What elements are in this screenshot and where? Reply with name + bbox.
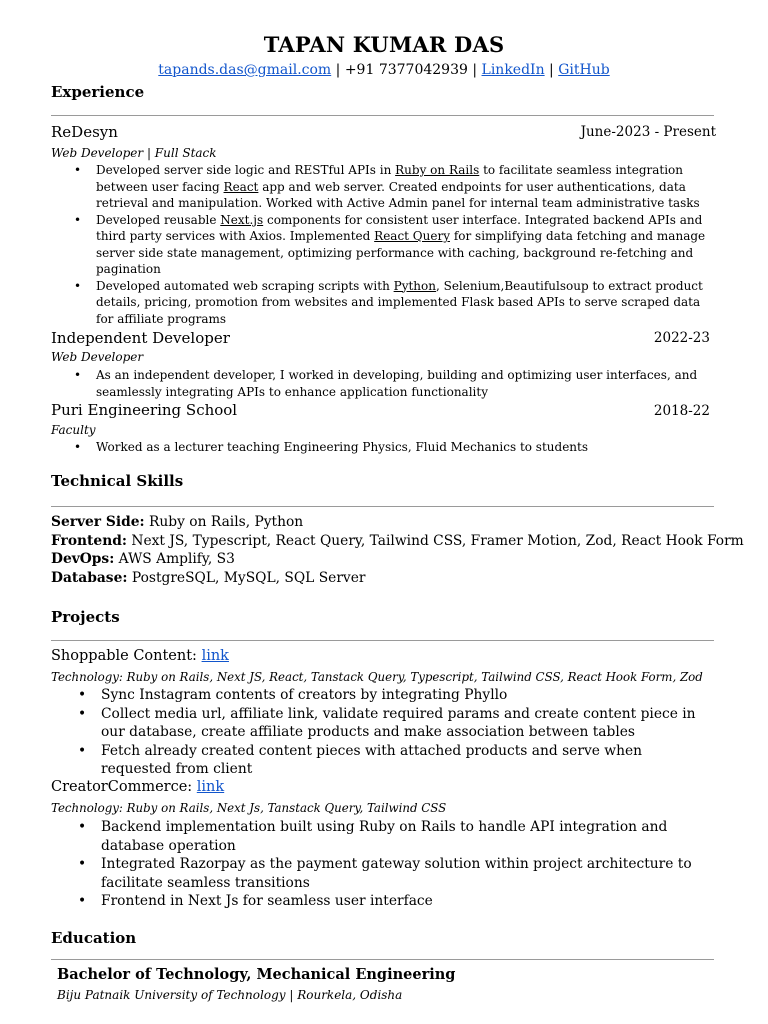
list-item: • Developed server side logic and RESTful APIs in Ruby on Rails to facilitate seamless integration between user facing React app and web server. Created endpoints for user authentications, data retrieval and manipulation. Worked with Active Admin panel for internal team administrative tasks — [51, 162, 716, 212]
project-tech: Technology: Ruby on Rails, Next Js, Tanstack Query, Tailwind CSS — [51, 801, 447, 815]
section-divider — [51, 640, 714, 641]
email-link[interactable]: tapands.das@gmail.com — [158, 62, 332, 78]
list-item: • Developed reusable Next.js components for consistent user interface. Integrated backend APIs and third party services with Axios. Implemented React Query for simplifying data fetching and manage server side state management, optimizing performance with caching, background re-fetching and pagination — [51, 212, 716, 278]
job-date: June-2023 - Present — [580, 124, 716, 140]
degree-title: Bachelor of Technology, Mechanical Engineering — [57, 966, 456, 983]
list-item: • Developed automated web scraping scripts with Python, Selenium,Beautifulsoup to extract product details, pricing, promotion from websites and implemented Flask based APIs to serve scraped data for affiliate programs — [51, 278, 716, 328]
project-title: Shoppable Content: link — [51, 648, 229, 664]
skill-row: DevOps: AWS Amplify, S3 — [51, 551, 235, 567]
separator: | — [544, 62, 559, 78]
linkedin-link[interactable]: LinkedIn — [481, 62, 545, 78]
separator: | — [331, 62, 345, 78]
job-bullets — [51, 367, 716, 400]
github-link[interactable]: GitHub — [558, 62, 610, 78]
list-item: • Backend implementation built using Ruby on Rails to handle API integration and database operation — [51, 818, 716, 855]
list-item: • Worked as a lecturer teaching Engineering Physics, Fluid Mechanics to students — [51, 439, 716, 456]
section-divider — [51, 959, 714, 960]
list-item: • Collect media url, affiliate link, validate required params and create content piece in our database, create affiliate products and make association between tables — [51, 705, 716, 742]
skill-row: Server Side: Ruby on Rails, Python — [51, 514, 304, 530]
candidate-name: TAPAN KUMAR DAS — [263, 32, 505, 57]
project-title: CreatorCommerce: link — [51, 779, 225, 795]
projects-heading: Projects — [51, 608, 120, 626]
experience-heading: Experience — [51, 83, 145, 101]
skill-row: Database: PostgreSQL, MySQL, SQL Server — [51, 570, 366, 586]
education-heading: Education — [51, 929, 137, 947]
list-item: • As an independent developer, I worked in developing, building and optimizing user interfaces, and seamlessly integrating APIs to enhance application functionality — [51, 367, 716, 400]
project-link[interactable]: link — [196, 779, 225, 795]
job-date: 2022-23 — [653, 330, 710, 346]
job-role: Faculty — [51, 423, 96, 437]
section-divider — [51, 506, 714, 507]
job-role: Web Developer | Full Stack — [51, 146, 217, 160]
contact-line — [0, 62, 768, 78]
skills-heading: Technical Skills — [51, 472, 184, 490]
project-tech: Technology: Ruby on Rails, Next JS, React, Tanstack Query, Typescript, Tailwind CSS, React Hook Form, Zod — [51, 670, 703, 684]
job-bullets — [51, 162, 716, 327]
list-item: • Integrated Razorpay as the payment gateway solution within project architecture to facilitate seamless transitions — [51, 855, 716, 892]
project-bullets — [51, 686, 716, 779]
job-role: Web Developer — [51, 350, 144, 364]
section-divider — [51, 115, 714, 116]
job-date: 2018-22 — [653, 403, 710, 419]
list-item: • Frontend in Next Js for seamless user interface — [51, 892, 716, 911]
list-item: • Sync Instagram contents of creators by integrating Phyllo — [51, 686, 716, 705]
phone-number: +91 7377042939 — [344, 62, 468, 78]
job-bullets — [51, 439, 716, 456]
project-bullets — [51, 818, 716, 911]
school-name: Biju Patnaik University of Technology | Rourkela, Odisha — [57, 988, 403, 1002]
list-item: • Fetch already created content pieces with attached products and serve when requested from client — [51, 742, 716, 779]
job-org: Independent Developer — [51, 329, 230, 347]
skill-row: Frontend: Next JS, Typescript, React Query, Tailwind CSS, Framer Motion, Zod, React Hook Form — [51, 533, 744, 549]
separator: | — [467, 62, 482, 78]
job-org: ReDesyn — [51, 123, 118, 141]
job-org: Puri Engineering School — [51, 401, 238, 419]
project-link[interactable]: link — [201, 648, 229, 664]
